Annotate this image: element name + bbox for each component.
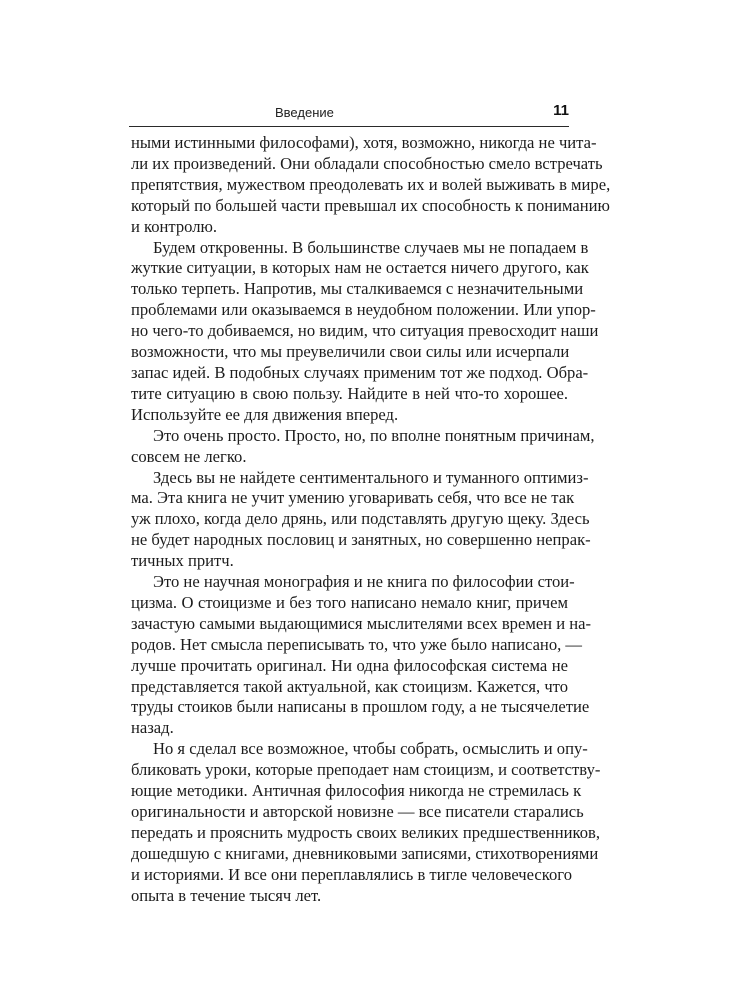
text-line: жуткие ситуации, в которых нам не остается ничего другого, как: [131, 258, 589, 278]
paragraph: [131, 572, 592, 739]
text-line: бликовать уроки, которые преподает нам стоицизм, и соответству-: [131, 760, 601, 780]
body-text: [131, 133, 611, 907]
text-line: тичных притч.: [131, 551, 234, 571]
paragraph: [131, 237, 599, 426]
text-line: лучше прочитать оригинал. Ни одна философская система не: [131, 655, 568, 675]
text-line: ными истинными философами), хотя, возможно, никогда не чита-: [131, 133, 597, 152]
section-title: Введение: [275, 105, 334, 120]
text-line: представляется такой актуальной, как стоицизм. Кажется, что: [131, 676, 568, 696]
text-line: цизма. О стоицизме и без того написано немало книг, причем: [131, 592, 568, 612]
text-line: и контролю.: [131, 216, 218, 236]
text-line: только терпеть. Напротив, мы сталкиваемся с незначительными: [131, 279, 584, 299]
text-line: родов. Нет смысла переписывать то, что уже было написано, —: [131, 634, 583, 654]
text-line: зачастую самыми выдающимися мыслителями всех времен и на-: [131, 613, 592, 633]
text-line: который по большей части превышал их способность к пониманию: [131, 195, 610, 215]
text-line: Будем откровенны. В большинстве случаев мы не попадаем в: [153, 237, 589, 257]
text-line: дошедшую с книгами, дневниковыми записями, стихотворениями: [131, 843, 599, 863]
paragraph: [131, 467, 591, 573]
text-line: и историями. И все они переплавлялись в тигле человеческого: [131, 864, 572, 884]
text-line: тите ситуацию в свою пользу. Найдите в ней что-то хорошее.: [131, 383, 568, 403]
page-number: 11: [553, 102, 569, 119]
text-line: Используйте ее для движения вперед.: [131, 404, 399, 424]
text-line: Это не научная монография и не книга по философии стои-: [153, 572, 575, 592]
text-line: проблемами или оказываемся в неудобном положении. Или упор-: [131, 300, 596, 320]
text-line: ющие методики. Античная философия никогда не стремилась к: [131, 781, 582, 801]
text-line: уж плохо, когда дело дрянь, или подставлять другую щеку. Здесь: [131, 509, 590, 529]
text-line: ма. Эта книга не учит умению уговаривать себя, что все не так: [131, 488, 575, 508]
text-line: но чего-то добиваемся, но видим, что ситуация превосходит наши: [131, 321, 599, 341]
text-line: запас идей. В подобных случаях применим тот же подход. Обра-: [131, 362, 589, 382]
text-line: ли их произведений. Они обладали способностью смело встречать: [131, 153, 603, 173]
text-line: совсем не легко.: [131, 446, 247, 466]
paragraph: [131, 739, 601, 906]
text-line: не будет народных пословиц и занятных, но совершенно непрак-: [131, 530, 591, 550]
text-line: труды стоиков были написаны в прошлом году, а не тысячелетие: [131, 697, 590, 717]
text-line: оригинальности и авторской новизне — все писатели старались: [131, 802, 584, 821]
running-header: [129, 100, 569, 127]
text-line: Но я сделал все возможное, чтобы собрать, осмыслить и опу-: [153, 739, 588, 759]
paragraph: [131, 133, 611, 238]
text-line: назад.: [131, 718, 174, 738]
text-line: Это очень просто. Просто, но, по вполне понятным причинам,: [153, 425, 595, 445]
text-line: опыта в течение тысяч лет.: [131, 885, 322, 905]
text-line: возможности, что мы преувеличили свои силы или исчерпали: [131, 342, 570, 362]
text-line: передать и прояснить мудрость своих великих предшественников,: [131, 822, 601, 842]
text-line: Здесь вы не найдете сентиментального и туманного оптимиз-: [153, 467, 589, 487]
paragraph: [131, 425, 595, 468]
text-line: препятствия, мужеством преодолевать их и волей выживать в мире,: [131, 174, 611, 194]
